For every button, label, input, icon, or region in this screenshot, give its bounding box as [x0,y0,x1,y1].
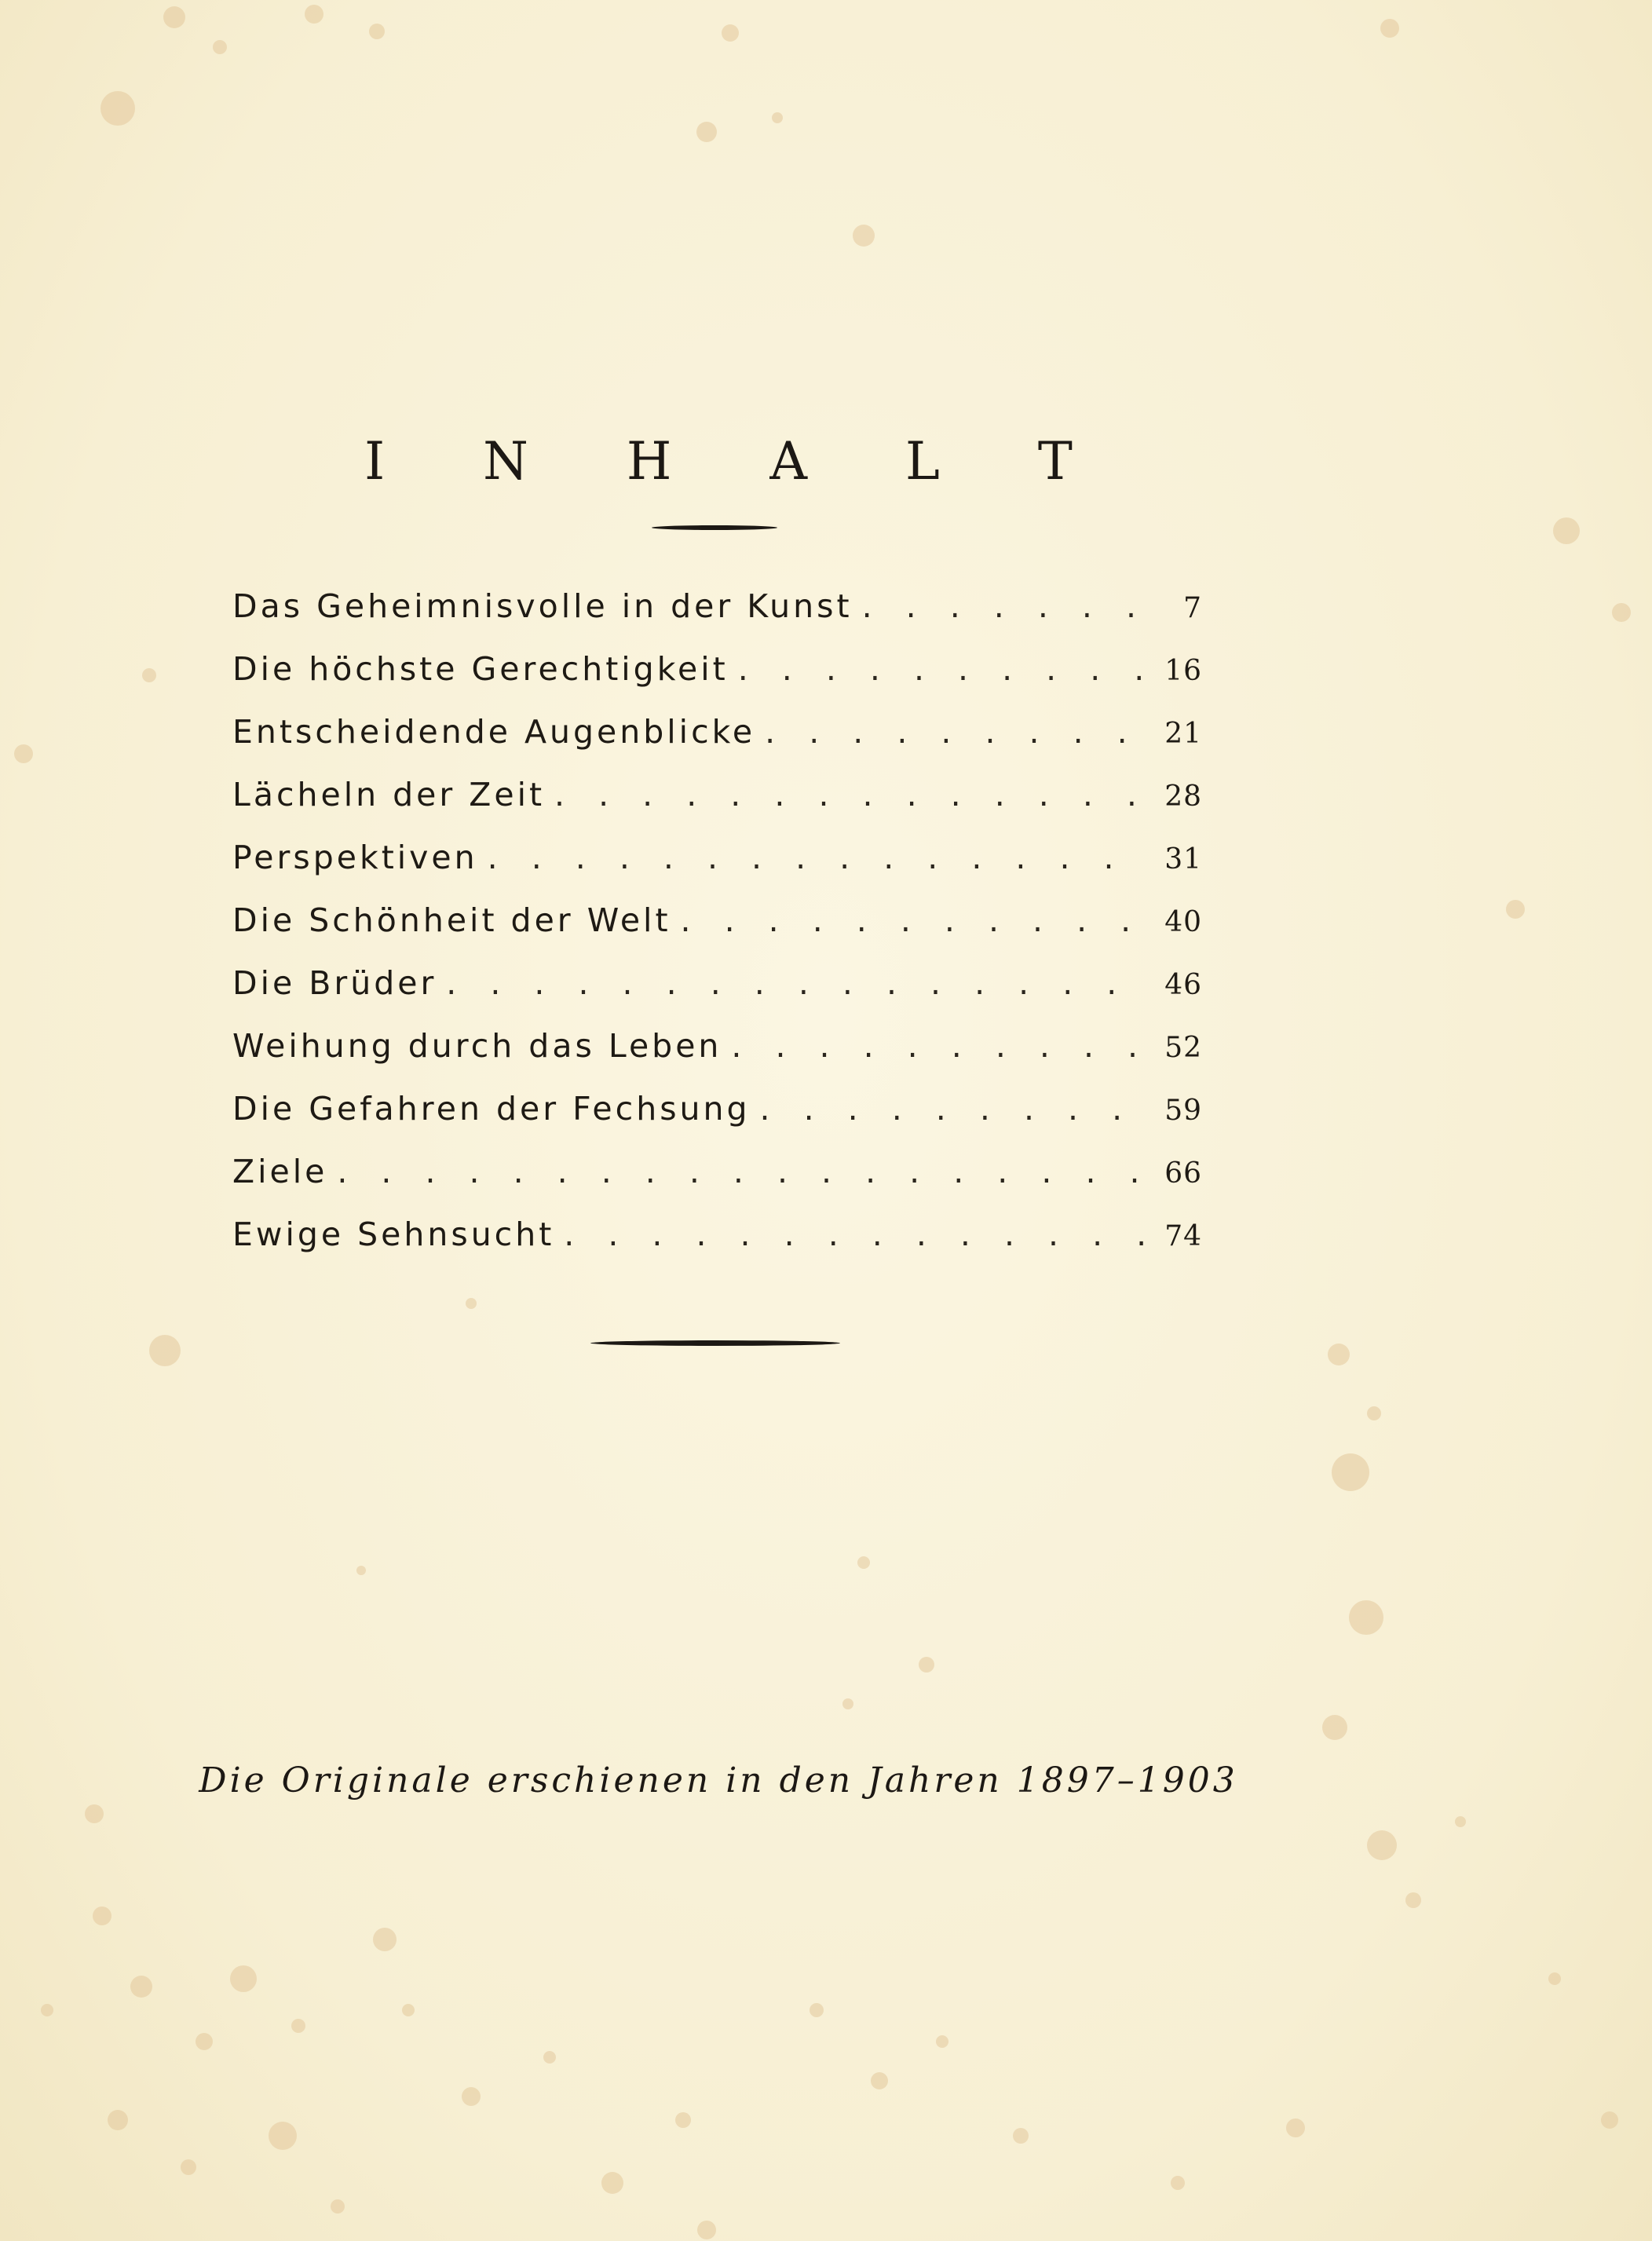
toc-leader-dots [722,1014,1147,1077]
toc-entry-title: Die Schönheit der Welt [232,901,671,939]
toc-entry-title: Ziele [232,1153,328,1190]
toc-entry-page: 16 [1164,655,1202,687]
toc-entry-title: Weihung durch das Leben [232,1027,722,1065]
toc-entry-title: Lächeln der Zeit [232,776,546,813]
toc-entry [232,952,1202,1014]
toc-entry-page: 31 [1164,843,1202,876]
toc-leader-dots [437,952,1147,1014]
toc-entry-page: 28 [1164,781,1202,813]
toc-entry-title: Das Geheimnisvolle in der Kunst [232,587,853,625]
toc-entry-title: Die Gefahren der Fechsung [232,1090,751,1128]
table-of-contents [232,575,1202,1266]
toc-entry-page: 46 [1164,969,1202,1001]
toc-entry [232,1014,1202,1077]
toc-entry-page: 40 [1164,906,1202,938]
toc-entry-page: 21 [1164,718,1202,750]
toc-entry-title: Entscheidende Augenblicke [232,713,756,751]
toc-entry [232,889,1202,952]
toc-leader-dots [478,826,1147,889]
toc-leader-dots [327,1140,1147,1203]
toc-entry-title: Die höchste Gerechtigkeit [232,650,729,688]
toc-leader-dots [853,575,1147,638]
toc-entry [232,700,1202,763]
toc-entry-title: Perspektiven [232,839,478,876]
toc-entry [232,763,1202,826]
toc-entry-page: 59 [1164,1095,1202,1127]
ornamental-rule-top [652,525,777,530]
toc-entry-page: 52 [1164,1032,1202,1064]
toc-entry [232,638,1202,700]
toc-entry [232,575,1202,638]
publication-note: Die Originale erschienen in den Jahren 1897–1903 [199,1760,1238,1800]
toc-entry-page: 74 [1164,1220,1202,1252]
toc-leader-dots [755,700,1147,763]
toc-leader-dots [554,1203,1147,1266]
toc-entry [232,1203,1202,1266]
toc-leader-dots [729,638,1147,700]
toc-entry [232,826,1202,889]
toc-entry-title: Ewige Sehnsucht [232,1216,555,1253]
toc-entry-page: 7 [1183,592,1202,624]
page-title: I N H A L T [364,431,1113,492]
toc-entry-page: 66 [1164,1157,1202,1190]
toc-entry [232,1140,1202,1203]
toc-leader-dots [545,763,1147,826]
ornamental-rule-bottom [590,1340,840,1346]
toc-entry [232,1077,1202,1140]
toc-leader-dots [751,1077,1147,1140]
toc-entry-title: Die Brüder [232,964,437,1002]
toc-leader-dots [671,889,1147,952]
